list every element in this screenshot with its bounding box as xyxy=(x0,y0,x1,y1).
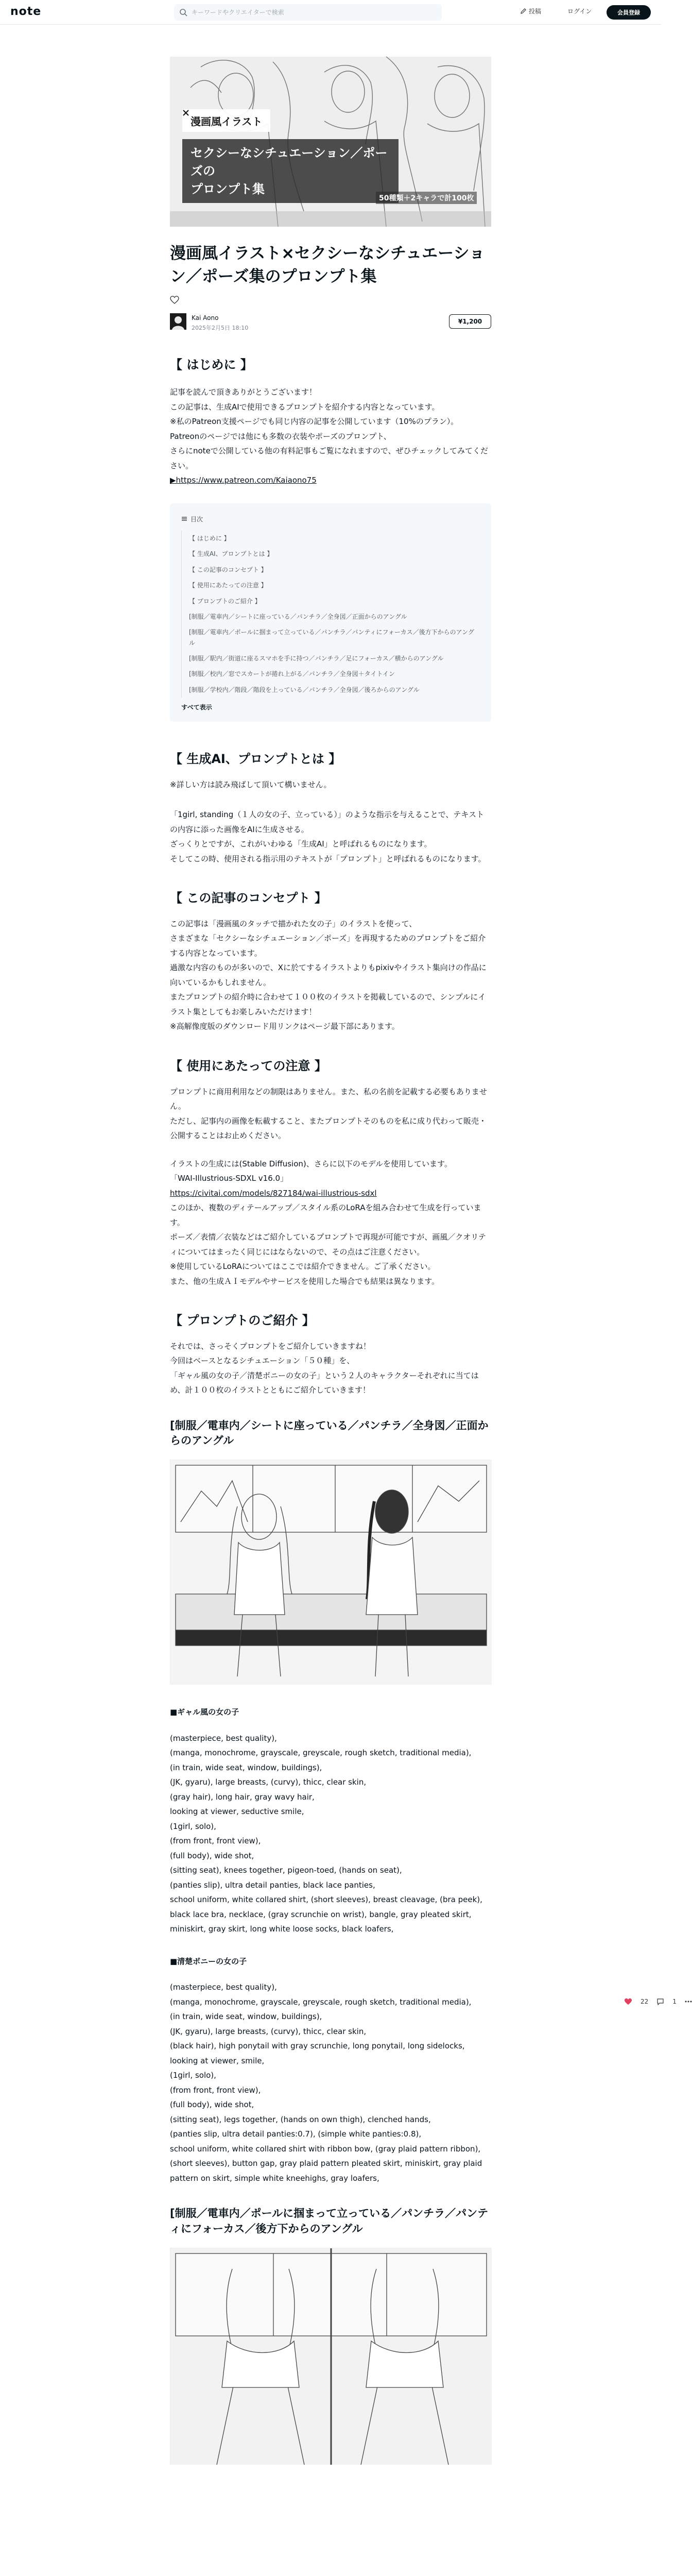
search-box[interactable] xyxy=(174,4,442,21)
intro-text xyxy=(170,385,491,488)
prompt-line: looking at viewer, smile, xyxy=(170,2056,265,2065)
pony-prompt-text xyxy=(170,1980,491,2185)
toc-item[interactable]: [制服／電車内／シートに座っている／パンチラ／全身図／正面からのアングル xyxy=(181,609,480,624)
concept-line: 過激な内容のものが多いので、Xに於てするイラストよりもpixivやイラスト集向けの作品に向いているかもしれません。 xyxy=(170,963,487,987)
prompt-line: (masterpiece, best quality), xyxy=(170,1733,277,1743)
prompt-line: (full body), wide shot, xyxy=(170,1851,254,1860)
comment-count: 1 xyxy=(672,1998,677,2005)
gal-prompt-text xyxy=(170,1731,491,1937)
pencil-icon xyxy=(520,8,527,14)
hero-tag xyxy=(182,109,270,132)
prompt2-heading: [制服／電車内／ポールに掴まって立っている／パンチラ／パンティにフォーカス／後方下からのアングル xyxy=(170,2207,489,2235)
concept-text xyxy=(170,917,491,1034)
hero-title xyxy=(182,139,399,203)
prompt-line: (JK, gyaru), large breasts, (curvy), thicc, clear skin, xyxy=(170,1777,367,1787)
caution-line: ポーズ／表情／衣装などはご紹介しているプロンプトで再現が可能ですが、画風／クオリティについてはまったく同じにはならないので、その点はご注意ください。 xyxy=(170,1232,486,1257)
prompt-line: (in train, wide seat, window, buildings), xyxy=(170,1762,322,1772)
prompt-line: (gray hair), long hair, gray wavy hair, xyxy=(170,1792,315,1802)
prompt-line: (from front, front view), xyxy=(170,2085,261,2095)
caution-line: プロンプトに商用利用などの制限はありません。また、私の名前を記載する必要もありません。 xyxy=(170,1087,487,1111)
ai-line: 「1girl, standing（１人の女の子、立っている）」のような指示を与えることで、テキストの内容に添った画像をAIに生成させる。 xyxy=(170,810,485,834)
prompt-line: school uniform, white collared shirt with ribbon bow, (gray plaid pattern ribbon), (short sleeves), button gap, gray plaid pattern pleated skirt, miniskirt, gray plaid pattern on skirt, simple white kneehighs, gray loafers, xyxy=(170,2144,482,2183)
prompts-text xyxy=(170,1339,491,1398)
prompts-line: 今回はベースとなるシチュエーション「５０種」を、 xyxy=(170,1356,355,1366)
concept-line: この記事は「漫画風のタッチで描かれた女の子」のイラストを使って、 xyxy=(170,919,417,928)
prompts-heading: 【 プロンプトのご紹介 】 xyxy=(170,1313,315,1328)
prompt-line: (full body), wide shot, xyxy=(170,2100,254,2110)
toc-item[interactable]: 【 生成AI、プロンプトとは 】 xyxy=(181,546,480,562)
prompt-line: (black hair), high ponytail with gray scrunchie, long ponytail, long sidelocks, xyxy=(170,2041,465,2051)
prompts-line: それでは、さっそくプロンプトをご紹介していきますね！ xyxy=(170,1341,371,1351)
caution-line: また、他の生成ＡＩモデルやサービスを使用した場合でも結果は異なります。 xyxy=(170,1276,440,1286)
concept-line: またプロンプトの紹介時に合わせて１００枚のイラストを掲載しているので、シンプルにイラスト集としてもお楽しみいただけます！ xyxy=(170,992,486,1016)
model-name: 「WAI-Illustrious-SDXL v16.0」 xyxy=(170,1174,288,1183)
toc-item[interactable]: [制服／学校内／階段／階段を上っている／パンチラ／全身図／後ろからのアングル xyxy=(181,682,480,698)
prompt1-heading: [制服／電車内／シートに座っている／パンチラ／全身図／正面からのアングル xyxy=(170,1419,489,1447)
intro-line: この記事は、生成AIで使用できるプロンプトを紹介する内容となっています。 xyxy=(170,402,440,412)
hero-image xyxy=(170,57,491,227)
intro-line: ※私のPatreon支援ページでも同じ内容の記事を公開しています（10%のプラン）。 xyxy=(170,417,459,427)
close-icon xyxy=(182,109,189,116)
prompt-line: school uniform, white collared shirt, (short sleeves), breast cleavage, (bra peek), black lace bra, necklace, (gray scrunchie on wrist), bangle, gray pleated skirt, miniskirt, gray skirt, long white loose socks, black loafers, xyxy=(170,1895,482,1934)
table-of-contents xyxy=(170,503,491,722)
toc-header xyxy=(181,515,480,523)
train-seat-illustration xyxy=(170,1460,492,1685)
prompt2-image xyxy=(170,2248,491,2464)
note-logo[interactable]: note xyxy=(10,5,42,18)
concept-heading: 【 この記事のコンセプト 】 xyxy=(170,891,327,906)
ai-line: ざっくりとですが、これがいわゆる「生成AI」と呼ばれるものになります。 xyxy=(170,839,432,849)
prompt-line: (panties slip), ultra detail panties, black lace panties, xyxy=(170,1880,375,1890)
toc-item[interactable]: 【 プロンプトのご紹介 】 xyxy=(181,594,480,609)
prompt-line: (sitting seat), legs together, (hands on own thigh), clenched hands, xyxy=(170,2114,431,2124)
caution-line: ただし、記事内の画像を転載すること、またプロンプトそのものを私に成り代わって販売・公開することはお止めください。 xyxy=(170,1116,487,1141)
prompt-line: (masterpiece, best quality), xyxy=(170,1982,277,1992)
concept-line: さまざまな「セクシーなシチュエーション／ポーズ」を再現するためのプロンプトをご紹介する内容となっています。 xyxy=(170,934,486,958)
toc-show-all-button[interactable]: すべて表示 xyxy=(181,704,212,711)
prompt1-image xyxy=(170,1460,491,1684)
concept-line: ※高解像度版のダウンロード用リンクはページ最下部にあります。 xyxy=(170,1022,400,1031)
prompt-line: (in train, wide seat, window, buildings), xyxy=(170,2012,322,2022)
toc-item[interactable]: 【 使用にあたっての注意 】 xyxy=(181,578,480,593)
avatar[interactable] xyxy=(170,313,186,330)
gal-label: ■ギャル風の女の子 xyxy=(170,1707,239,1717)
prompt-line: (from front, front view), xyxy=(170,1836,261,1846)
list-icon xyxy=(181,516,187,522)
ai-text xyxy=(170,777,491,867)
intro-line: Patreonのページでは他にも多数の衣装やポーズのプロンプト、 xyxy=(170,431,391,441)
ai-heading: 【 生成AI、プロンプトとは 】 xyxy=(170,752,341,767)
like-heart-icon[interactable] xyxy=(624,1998,632,2005)
intro-line: 記事を読んで頂きありがとうございます！ xyxy=(170,387,317,397)
price-badge[interactable]: ¥1,200 xyxy=(449,314,491,329)
floating-actions xyxy=(624,1998,692,2005)
comment-icon[interactable] xyxy=(656,1998,664,2005)
toc-item[interactable]: [制服／校内／窓でスカートが捲れ上がる／パンチラ／全身図＋タイトイン xyxy=(181,666,480,682)
more-options-icon[interactable] xyxy=(685,2001,692,2003)
article-body xyxy=(170,242,491,2464)
model-link[interactable]: https://civitai.com/models/827184/wai-illustrious-sdxl xyxy=(170,1188,377,1198)
top-header xyxy=(0,0,661,25)
toc-item[interactable]: 【 この記事のコンセプト 】 xyxy=(181,562,480,578)
caution-heading: 【 使用にあたっての注意 】 xyxy=(170,1058,327,1073)
hero-subtitle: 50種類＋2キャラで計100枚 xyxy=(376,192,477,204)
search-input[interactable] xyxy=(192,4,437,21)
heart-icon[interactable] xyxy=(170,296,179,304)
hero-tag-label: 漫画風イラスト xyxy=(191,115,263,128)
author-block xyxy=(170,312,491,333)
avatar-image xyxy=(170,313,186,330)
author-name[interactable]: Kai Aono xyxy=(192,314,219,321)
train-pole-illustration xyxy=(170,2248,492,2465)
prompt-line: (1girl, solo), xyxy=(170,1821,216,1831)
search-icon xyxy=(179,8,187,16)
caution-line: このほか、複数のディテールアップ／スタイル系のLoRAを組み合わせて生成を行っています。 xyxy=(170,1203,481,1227)
prompt-line: (manga, monochrome, grayscale, greyscale, rough sketch, traditional media), xyxy=(170,1997,472,2007)
intro-heading: 【 はじめに 】 xyxy=(170,357,253,372)
toc-item[interactable]: [制服／駅内／街道に座るスマホを手に持つ／パンチラ／足にフォーカス／横からのアングル xyxy=(181,651,480,666)
ai-note: ※詳しい方は読み飛ばして頂いて構いません。 xyxy=(170,779,332,789)
signup-button[interactable]: 会員登録 xyxy=(607,5,651,20)
hero-title-line1: セクシーなシチュエーション／ポーズの xyxy=(191,146,388,178)
ai-line: そしてこの時、使用される指示用のテキストが「プロンプト」と呼ばれるものになります。 xyxy=(170,854,486,863)
post-label: 投稿 xyxy=(529,8,542,15)
prompt-line: (panties slip, ultra detail panties:0.7), (simple white panties:0.8), xyxy=(170,2129,422,2139)
publish-date: 2025年2月5日 18:10 xyxy=(192,324,249,331)
prompts-line: 「ギャル風の女の子／清楚ボニーの女の子」という２人のキャラクターそれぞれに当てはめ、計１００枚のイラストとともにご紹介していきます！ xyxy=(170,1370,479,1395)
toc-label: 目次 xyxy=(191,515,203,523)
article-title: 漫画風イラスト×セクシーなシチュエーション／ポーズ集のプロンプト集 xyxy=(170,244,485,286)
hero-title-line2: プロンプト集 xyxy=(191,181,265,196)
toc-item[interactable]: [制服／電車内／ポールに掴まって立っている／パンチラ／パンティにフォーカス／後方下からのアングル xyxy=(181,624,480,651)
prompt-line: (1girl, solo), xyxy=(170,2071,216,2080)
pony-label: ■清楚ボニーの女の子 xyxy=(170,1956,247,1966)
login-button[interactable]: ログイン xyxy=(567,8,592,15)
prompt-line: (sitting seat), knees together, pigeon-toed, (hands on seat), xyxy=(170,1866,402,1875)
toc-item[interactable]: 【 はじめに 】 xyxy=(181,531,480,546)
like-count: 22 xyxy=(641,1998,649,2005)
environment-intro: イラストの生成には(Stable Diffusion)、さらに以下のモデルを使用しています。 xyxy=(170,1159,452,1168)
prompt-line: looking at viewer, seductive smile, xyxy=(170,1807,304,1817)
prompt-line: (JK, gyaru), large breasts, (curvy), thicc, clear skin, xyxy=(170,2026,367,2036)
post-button[interactable] xyxy=(520,7,541,15)
caution-text xyxy=(170,1084,491,1289)
patreon-link[interactable]: ▶https://www.patreon.com/Kaiaono75 xyxy=(170,476,317,485)
prompt-line: (manga, monochrome, grayscale, greyscale, rough sketch, traditional media), xyxy=(170,1748,472,1758)
intro-line: さらにnoteで公開している他の有料記事もご覧になれますので、ぜひチェックしてみてください。 xyxy=(170,446,489,470)
caution-line: ※使用しているLoRAについてはここでは紹介できません。ご了承ください。 xyxy=(170,1262,436,1272)
